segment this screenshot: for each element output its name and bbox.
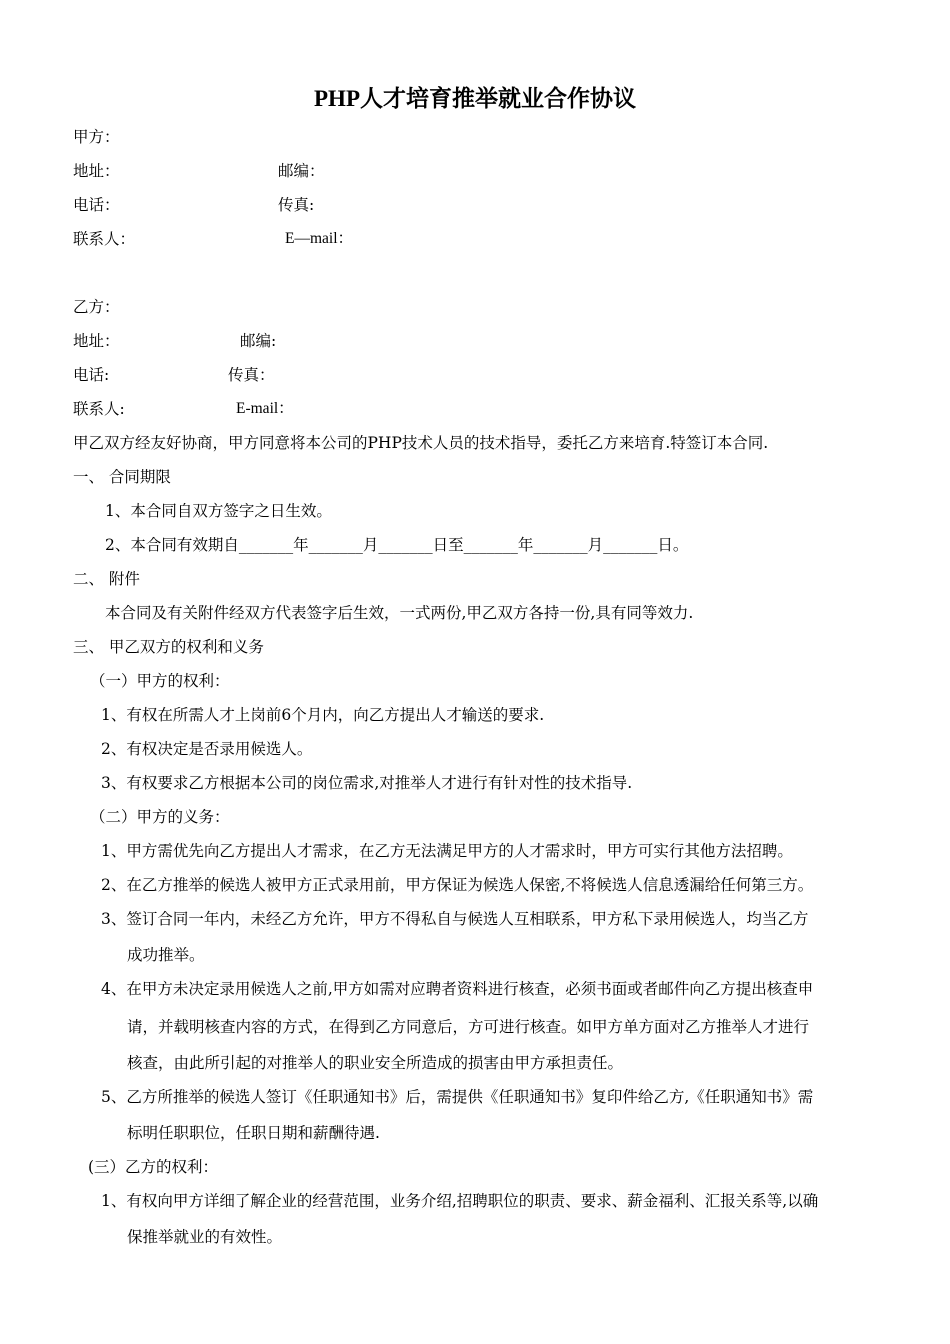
section-1-heading: 一、 合同期限 bbox=[73, 468, 171, 486]
party-b-fax-label: 传真： bbox=[228, 366, 275, 384]
section-1-item-2: 2、本合同有效期自_______年_______月_______日至_______年_______月_______日。 bbox=[105, 536, 689, 554]
party-b-address-label: 地址： bbox=[73, 332, 120, 350]
party-a-phone-label: 电话： bbox=[73, 196, 120, 214]
party-b-postcode-label: 邮编: bbox=[240, 332, 277, 350]
section-3-sub-2-item-3-line-1: 3、签订合同一年内，未经乙方允许，甲方不得私自与候选人互相联系，甲方私下录用候选人，均当乙方 bbox=[101, 910, 809, 928]
party-a-email-label: E—mail： bbox=[285, 230, 354, 247]
section-3-heading: 三、 甲乙双方的权利和义务 bbox=[73, 638, 264, 656]
section-3-sub-2-item-5-line-1: 5、乙方所推举的候选人签订《任职通知书》后，需提供《任职通知书》复印件给乙方,《任职通知书》需 bbox=[101, 1088, 814, 1106]
section-3-sub-1-heading: （一）甲方的权利： bbox=[90, 672, 230, 690]
section-3-sub-3-item-1-line-1: 1、有权向甲方详细了解企业的经营范围，业务介绍,招聘职位的职责、要求、薪金福利、汇报关系等,以确 bbox=[101, 1192, 819, 1210]
party-a-fax-label: 传真: bbox=[278, 196, 315, 214]
section-3-sub-2-item-5-line-2: 标明任职职位，任职日期和薪酬待遇. bbox=[127, 1124, 380, 1142]
section-3-sub-2-item-4-line-3: 核查，由此所引起的对推举人的职业安全所造成的损害由甲方承担责任。 bbox=[127, 1054, 624, 1072]
party-b-label: 乙方： bbox=[73, 298, 120, 316]
party-b-email-label: E-mail： bbox=[236, 400, 294, 417]
section-3-sub-1-item-2: 2、有权决定是否录用候选人。 bbox=[101, 740, 313, 758]
section-3-sub-1-item-3: 3、有权要求乙方根据本公司的岗位需求,对推举人才进行有针对性的技术指导. bbox=[101, 774, 633, 792]
section-3-sub-1-item-1: 1、有权在所需人才上岗前6个月内，向乙方提出人才输送的要求. bbox=[101, 706, 545, 724]
section-3-sub-2-heading: （二）甲方的义务： bbox=[90, 808, 230, 826]
section-3-sub-2-item-1: 1、甲方需优先向乙方提出人才需求，在乙方无法满足甲方的人才需求时，甲方可实行其他方法招聘。 bbox=[101, 842, 793, 860]
section-3-sub-2-item-2: 2、在乙方推举的候选人被甲方正式录用前，甲方保证为候选人保密,不将候选人信息透漏给任何第三方。 bbox=[101, 876, 814, 894]
intro-paragraph: 甲乙双方经友好协商，甲方同意将本公司的PHP技术人员的技术指导，委托乙方来培育.特签订本合同. bbox=[73, 434, 769, 452]
party-a-contact-label: 联系人： bbox=[73, 230, 136, 248]
party-a-postcode-label: 邮编： bbox=[278, 162, 325, 180]
section-3-sub-2-item-3-line-2: 成功推举。 bbox=[127, 946, 205, 964]
party-a-label: 甲方： bbox=[73, 128, 120, 146]
party-b-phone-label: 电话: bbox=[73, 366, 110, 384]
section-1-item-1: 1、本合同自双方签字之日生效。 bbox=[105, 502, 332, 520]
section-3-sub-2-item-4-line-2: 请，并载明核查内容的方式，在得到乙方同意后，方可进行核查。如甲方单方面对乙方推举人才进行 bbox=[127, 1018, 810, 1036]
section-2-text: 本合同及有关附件经双方代表签字后生效，一式两份,甲乙双方各持一份,具有同等效力. bbox=[105, 604, 694, 622]
document-title: PHP人才培育推举就业合作协议 bbox=[314, 86, 636, 111]
section-3-sub-3-heading: (三）乙方的权利： bbox=[88, 1158, 219, 1176]
section-2-heading: 二、 附件 bbox=[73, 570, 140, 588]
party-b-contact-label: 联系人: bbox=[73, 400, 125, 418]
party-a-address-label: 地址： bbox=[73, 162, 120, 180]
section-3-sub-3-item-1-line-2: 保推举就业的有效性。 bbox=[127, 1228, 283, 1246]
section-3-sub-2-item-4-line-1: 4、在甲方未决定录用候选人之前,甲方如需对应聘者资料进行核查，必须书面或者邮件向乙方提出核查申 bbox=[101, 980, 814, 998]
